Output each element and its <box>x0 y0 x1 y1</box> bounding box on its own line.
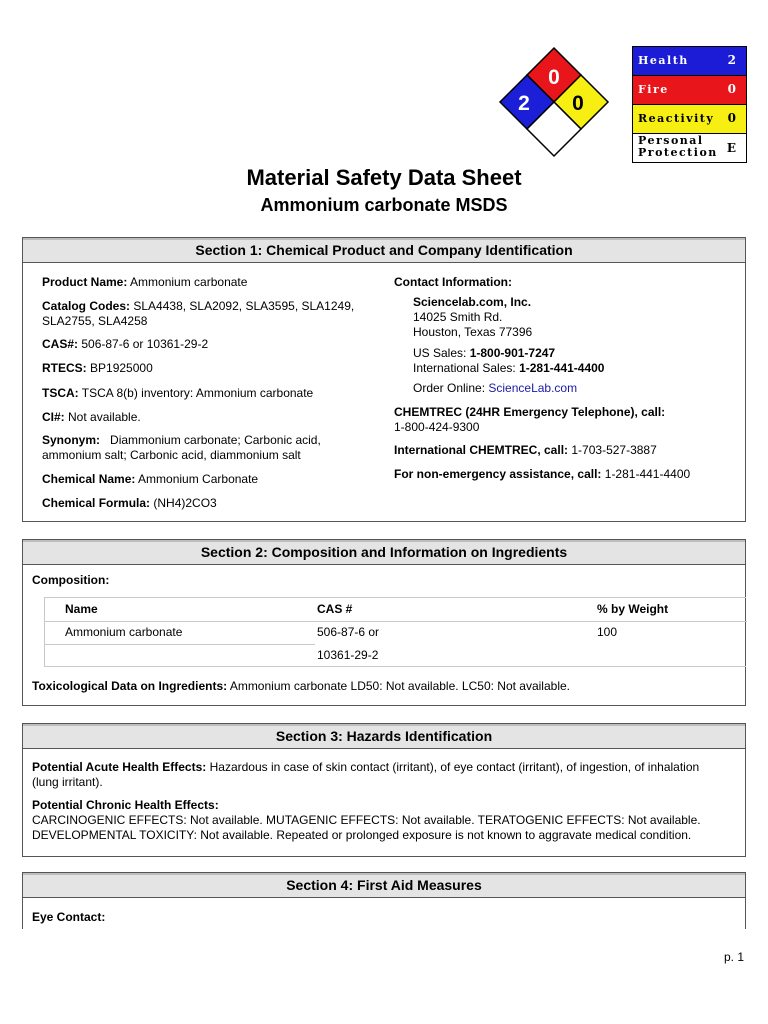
table-header-name: Name <box>65 602 98 616</box>
hazard-value: 0 <box>727 111 736 125</box>
tsca: TSCA: TSCA 8(b) inventory: Ammonium carbonate <box>42 386 314 400</box>
catalog-codes: Catalog Codes: SLA4438, SLA2092, SLA3595, SLA1249, <box>42 299 355 313</box>
section-header: Section 4: First Aid Measures <box>23 873 745 898</box>
non-emergency: For non-emergency assistance, call: 1-281-441-4400 <box>394 467 691 481</box>
section-header: Section 3: Hazards Identification <box>23 724 745 749</box>
chemical-formula: Chemical Formula: (NH4)2CO3 <box>42 496 217 510</box>
table-header-weight: % by Weight <box>597 602 669 616</box>
chronic-effects-line2: DEVELOPMENTAL TOXICITY: Not available. Repeated or prolonged exposure is not known to aggravate medical condition. <box>32 828 692 842</box>
nfpa-health-value: 2 <box>518 92 530 115</box>
chemical-name: Chemical Name: Ammonium Carbonate <box>42 472 259 486</box>
hazard-label: Health <box>638 54 689 67</box>
table-cell: 506-87-6 or <box>317 625 380 639</box>
page-number: p. 1 <box>724 950 745 964</box>
intl-sales: International Sales: 1-281-441-4400 <box>413 361 605 375</box>
acute-effects: Potential Acute Health Effects: Hazardous in case of skin contact (irritant), of eye contact (irritant), of ingestion, of inhalation <box>32 760 700 774</box>
toxicological-data: Toxicological Data on Ingredients: Ammonium carbonate LD50: Not available. LC50: Not available. <box>32 679 570 693</box>
contact-info-label: Contact Information: <box>394 275 512 289</box>
nfpa-diamond <box>498 46 610 158</box>
ci-number: CI#: Not available. <box>42 410 141 424</box>
section-header: Section 2: Composition and Information on Ingredients <box>23 540 745 565</box>
chemtrec-label: CHEMTREC (24HR Emergency Telephone), call: <box>394 405 666 419</box>
hazard-label: Personal Protection <box>638 134 718 159</box>
order-online: Order Online: ScienceLab.com <box>413 381 578 395</box>
table-header-cas: CAS # <box>317 602 353 616</box>
company-street: 14025 Smith Rd. <box>413 310 503 324</box>
company-name: Sciencelab.com, Inc. <box>413 295 532 309</box>
rtecs: RTECS: BP1925000 <box>42 361 153 375</box>
product-name: Product Name: Ammonium carbonate <box>42 275 248 289</box>
chemtrec-phone: 1-800-424-9300 <box>394 420 480 434</box>
cas-number: CAS#: 506-87-6 or 10361-29-2 <box>42 337 209 351</box>
table-cell: Ammonium carbonate <box>65 625 183 639</box>
hazard-value: 2 <box>727 53 736 67</box>
catalog-codes-cont: SLA2755, SLA4258 <box>42 314 148 328</box>
hazard-row-reactivity <box>633 105 746 134</box>
section-header: Section 1: Chemical Product and Company Identification <box>23 238 745 263</box>
synonym: Synonym: Diammonium carbonate; Carbonic acid, <box>42 433 321 447</box>
table-cell: 100 <box>597 625 618 639</box>
synonym-cont: ammonium salt; Carbonic acid, diammonium salt <box>42 448 301 462</box>
eye-contact-label: Eye Contact: <box>32 910 106 924</box>
hazard-value: 0 <box>727 82 736 96</box>
section-4 <box>22 872 746 929</box>
page-subtitle: Ammonium carbonate MSDS <box>260 195 508 215</box>
us-sales: US Sales: 1-800-901-7247 <box>413 346 556 360</box>
acute-effects-cont: (lung irritant). <box>32 775 103 789</box>
nfpa-fire-value: 0 <box>548 66 560 89</box>
chronic-effects-line1: CARCINOGENIC EFFECTS: Not available. MUTAGENIC EFFECTS: Not available. TERATOGENIC EFFECTS: Not available. <box>32 813 701 827</box>
intl-chemtrec: International CHEMTREC, call: 1-703-527-3887 <box>394 443 657 457</box>
hazard-row-personal-protection <box>633 134 746 162</box>
hazard-rating-table <box>632 46 747 163</box>
composition-label: Composition: <box>32 573 110 587</box>
hazard-row-health <box>633 47 746 76</box>
page-title: Material Safety Data Sheet <box>246 165 522 190</box>
table-cell: 10361-29-2 <box>317 648 379 662</box>
order-online-link[interactable]: ScienceLab.com <box>488 381 578 395</box>
chronic-effects-label: Potential Chronic Health Effects: <box>32 798 219 812</box>
hazard-label: Reactivity <box>638 112 715 125</box>
hazard-value: E <box>726 141 736 155</box>
hazard-row-fire <box>633 76 746 105</box>
hazard-label: Fire <box>638 83 669 96</box>
company-city: Houston, Texas 77396 <box>413 325 533 339</box>
nfpa-reactivity-value: 0 <box>572 92 584 115</box>
